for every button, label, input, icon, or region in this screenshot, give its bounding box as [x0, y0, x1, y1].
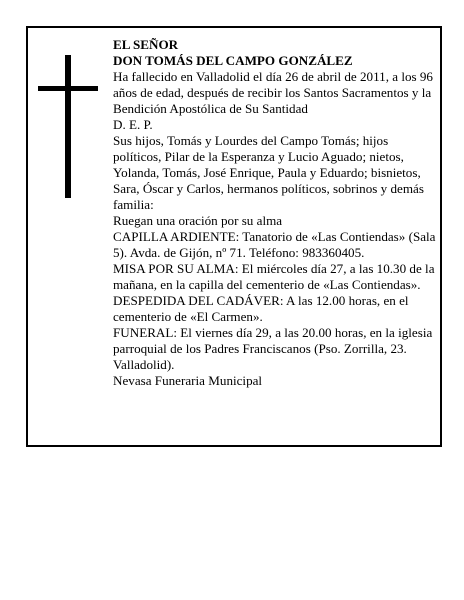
notice-title-line1: EL SEÑOR: [113, 37, 179, 52]
notice-body: [113, 37, 439, 389]
family-list: Sus hijos, Tomás y Lourdes del Campo Tomás; hijos políticos, Pilar de la Esperanza y Lucio Aguado; nietos, Yolanda, Tomás, José Enrique, Paula y Eduardo; bisnietos, Sara, Óscar y Carlos, hermanos políticos, sobrinos y demás familia:: [113, 133, 424, 212]
farewell-info: DESPEDIDA DEL CADÁVER: A las 12.00 horas, en el cementerio de «El Carmen».: [113, 293, 409, 324]
mass-info: MISA POR SU ALMA: El miércoles día 27, a las 10.30 de la mañana, en la capilla del cementerio de «Las Contiendas».: [113, 261, 435, 292]
cross-icon: [38, 55, 98, 198]
rip-line: D. E. P.: [113, 117, 153, 132]
prayer-request: Ruegan una oración por su alma: [113, 213, 283, 228]
funeral-info: FUNERAL: El viernes día 29, a las 20.00 horas, en la iglesia parroquial de los Padres Franciscanos (Pso. Zorrilla, 23. Valladolid).: [113, 325, 433, 372]
deceased-name: DON TOMÁS DEL CAMPO GONZÁLEZ: [113, 53, 353, 68]
cross-horizontal-bar: [38, 86, 98, 91]
funeral-home: Nevasa Funeraria Municipal: [113, 373, 263, 388]
cross-vertical-bar: [65, 55, 71, 198]
death-announcement: Ha fallecido en Valladolid el día 26 de abril de 2011, a los 96 años de edad, después de recibir los Santos Sacramentos y la Bendición Apostólica de Su Santidad: [113, 69, 433, 116]
chapel-info: CAPILLA ARDIENTE: Tanatorio de «Las Contiendas» (Sala 5). Avda. de Gijón, nº 71. Teléfono: 983360405.: [113, 229, 436, 260]
